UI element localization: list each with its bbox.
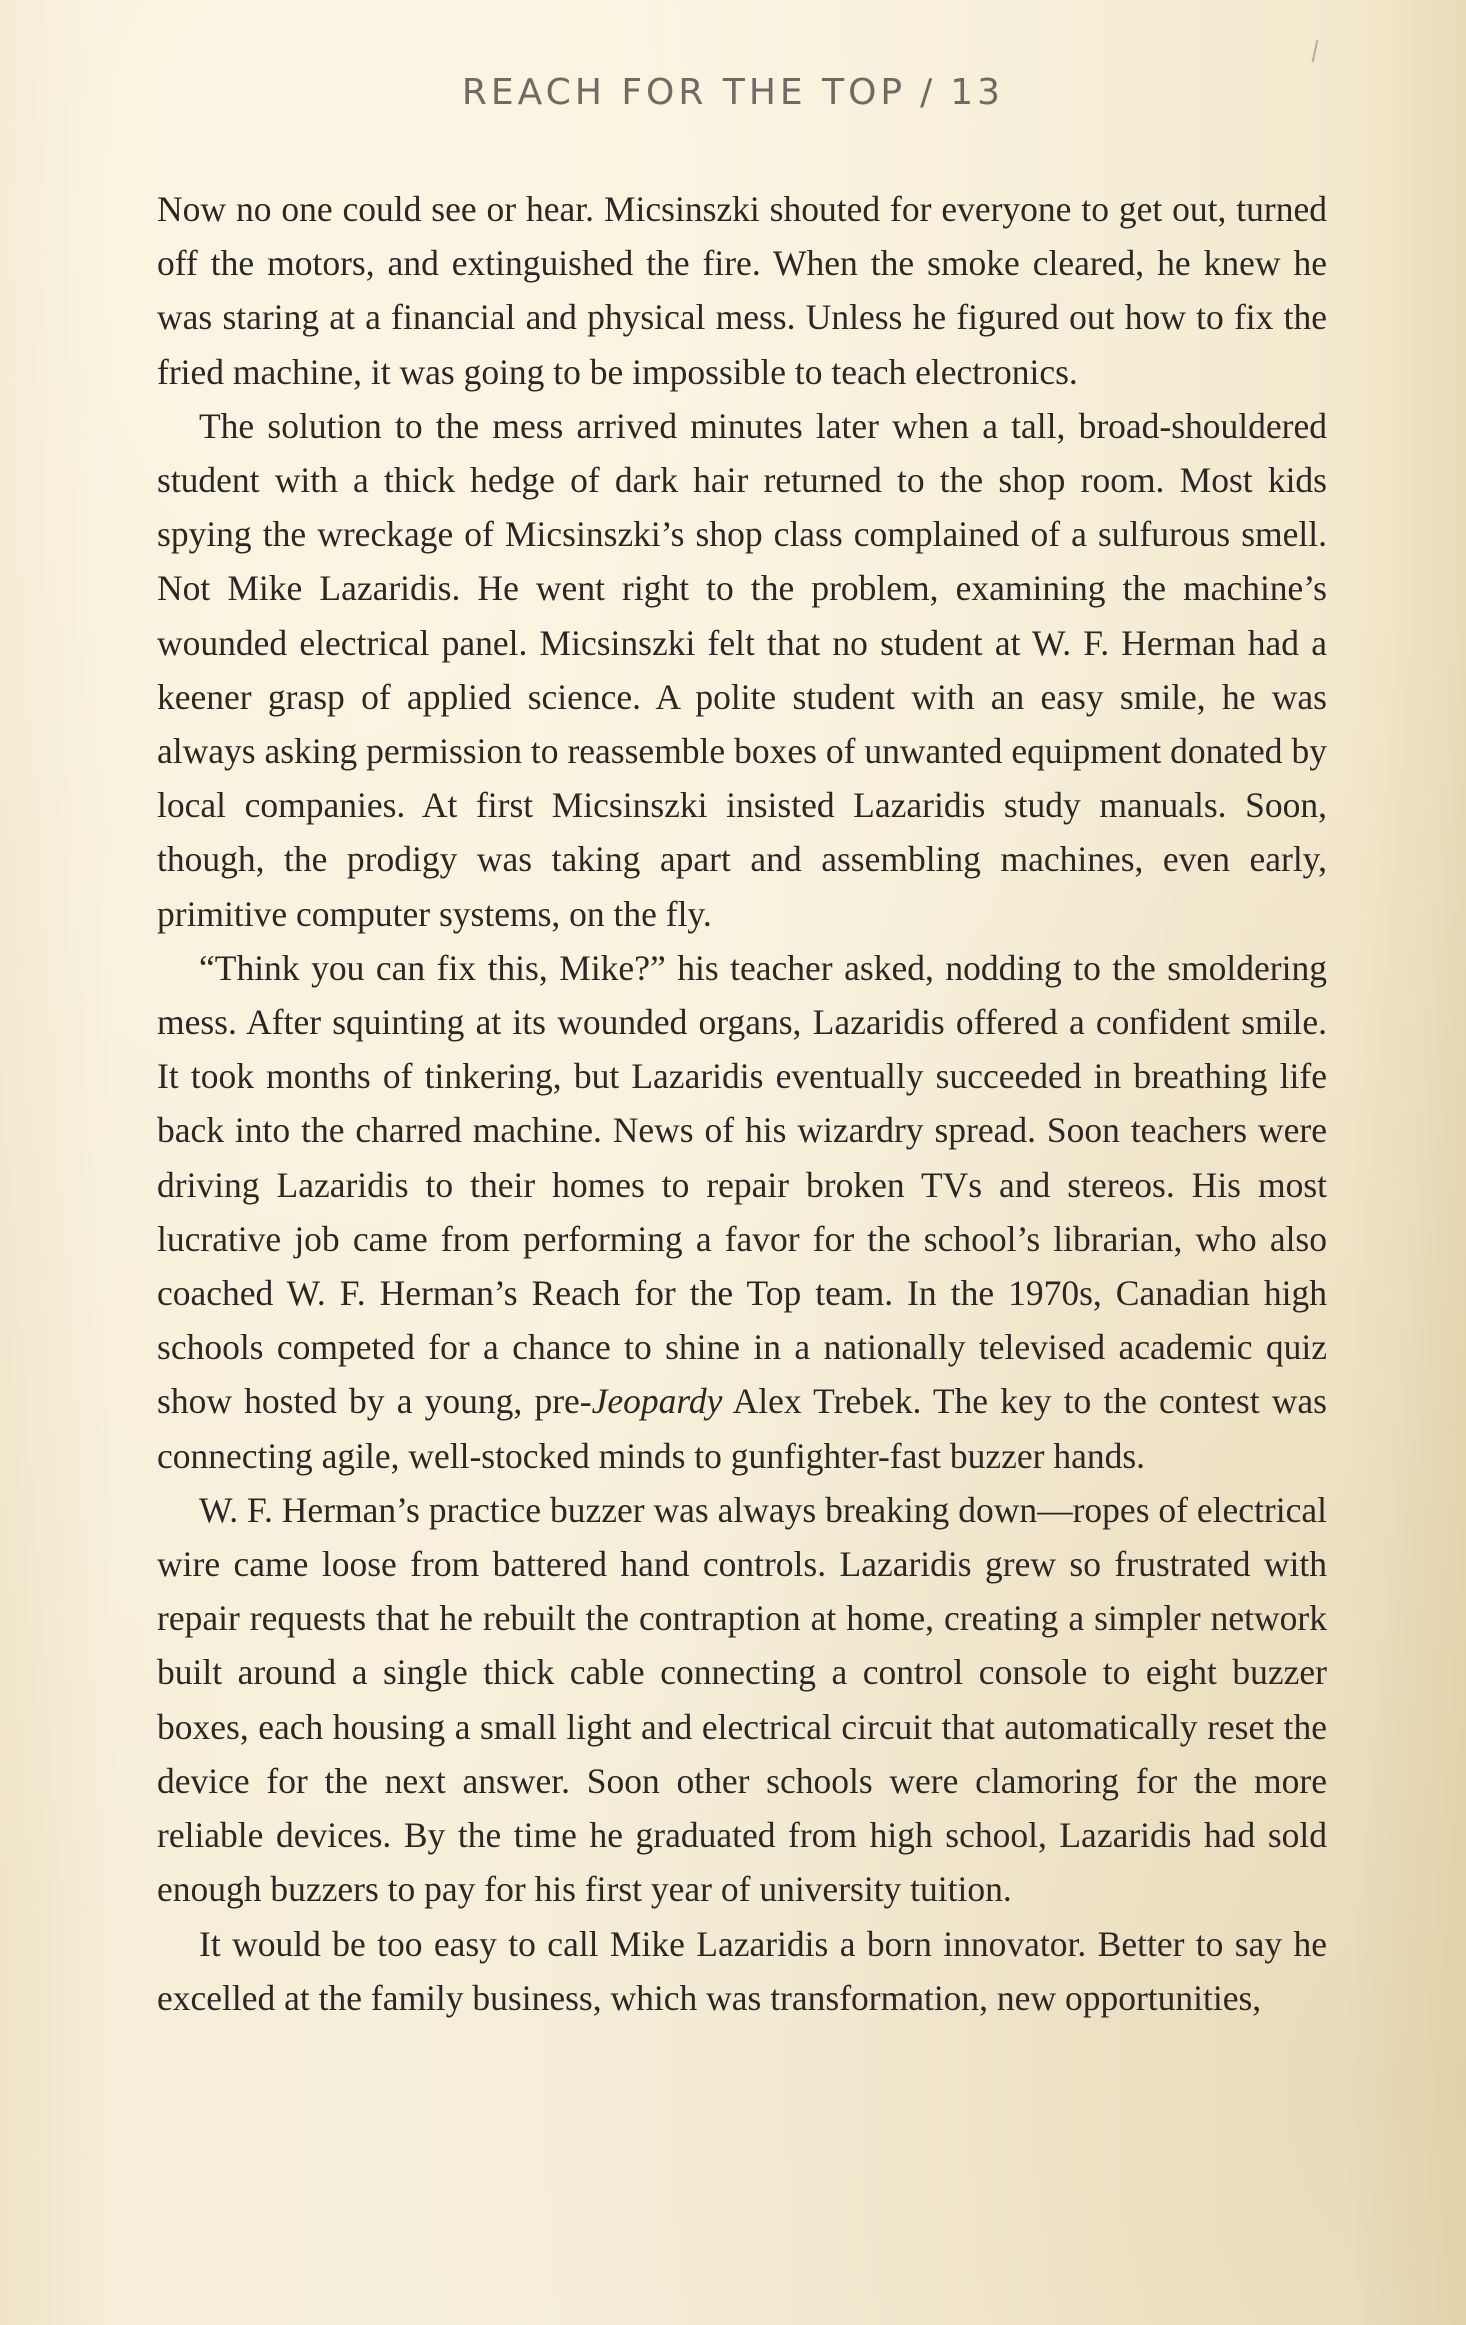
page-number: 13 bbox=[950, 72, 1005, 113]
paragraph: The solution to the mess arrived minutes later when a tall, broad-shouldered student with a thick hedge of dark hair returned to the shop room. Most kids spying the wreckage of Micsinszki’s shop class complained of a sulfurous smell. Not Mike Lazaridis. He went right to the problem, examining the machine’s wounded electrical panel. Micsinszki felt that no student at W. F. Herman had a keener grasp of applied science. A polite student with an easy smile, he was always asking permission to reassemble boxes of unwanted equipment donated by local companies. At first Micsinszki insisted Lazaridis study manuals. Soon, though, the prodigy was taking apart and assembling machines, even early, primitive computer systems, on the fly. bbox=[157, 405, 1327, 934]
paragraph: W. F. Herman’s practice buzzer was always breaking down—ropes of electrical wire came loose from battered hand controls. Lazaridis grew so frustrated with repair requests that he rebuilt the contraption at home, creating a simpler network built around a single thick cable connecting a control console to eight buzzer boxes, each housing a small light and electrical circuit that automatically reset the device for the next answer. Soon other schools were clamoring for the more reliable devices. By the time he graduated from high school, Lazaridis had sold enough buzzers to pay for his first year of university tuition. bbox=[157, 1489, 1327, 1910]
running-header bbox=[0, 72, 1466, 113]
body-text bbox=[157, 182, 1327, 2025]
header-separator: / bbox=[920, 72, 937, 113]
paragraph-text: Alex Trebek. The key to the contest was connecting agile, well-stocked minds to gunfighter-fast buzzer hands. bbox=[157, 1381, 1327, 1476]
paragraph: Now no one could see or hear. Micsinszki shouted for everyone to get out, turned off the motors, and extinguished the fire. When the smoke cleared, he knew he was staring at a financial and physical mess. Unless he figured out how to fix the fried machine, it was going to be impossible to teach electronics. bbox=[157, 189, 1327, 392]
paragraph bbox=[157, 941, 1327, 1483]
paragraph-text: “Think you can fix this, Mike?” his teacher asked, nodding to the smoldering mess. After squinting at its wounded organs, Lazaridis offered a confident smile. It took months of tinkering, but Lazaridis eventually succeeded in breathing life back into the charred machine. News of his wizardry spread. Soon teachers were driving Lazaridis to their homes to repair broken TVs and stereos. His most lucrative job came from performing a favor for the school’s librarian, who also coached W. F. Herman’s Reach for the Top team. In the 1970s, Canadian high schools competed for a chance to shine in a nationally televised academic quiz show hosted by a young, pre- bbox=[157, 947, 1327, 1422]
paragraph: It would be too easy to call Mike Lazaridis a born innovator. Better to say he excelled at the family business, which was transformation, new opportunities, bbox=[157, 1923, 1327, 2018]
italic-title: Jeopardy bbox=[591, 1381, 723, 1422]
book-title: REACH FOR THE TOP bbox=[461, 72, 907, 113]
page-edge-mark bbox=[1312, 40, 1319, 62]
